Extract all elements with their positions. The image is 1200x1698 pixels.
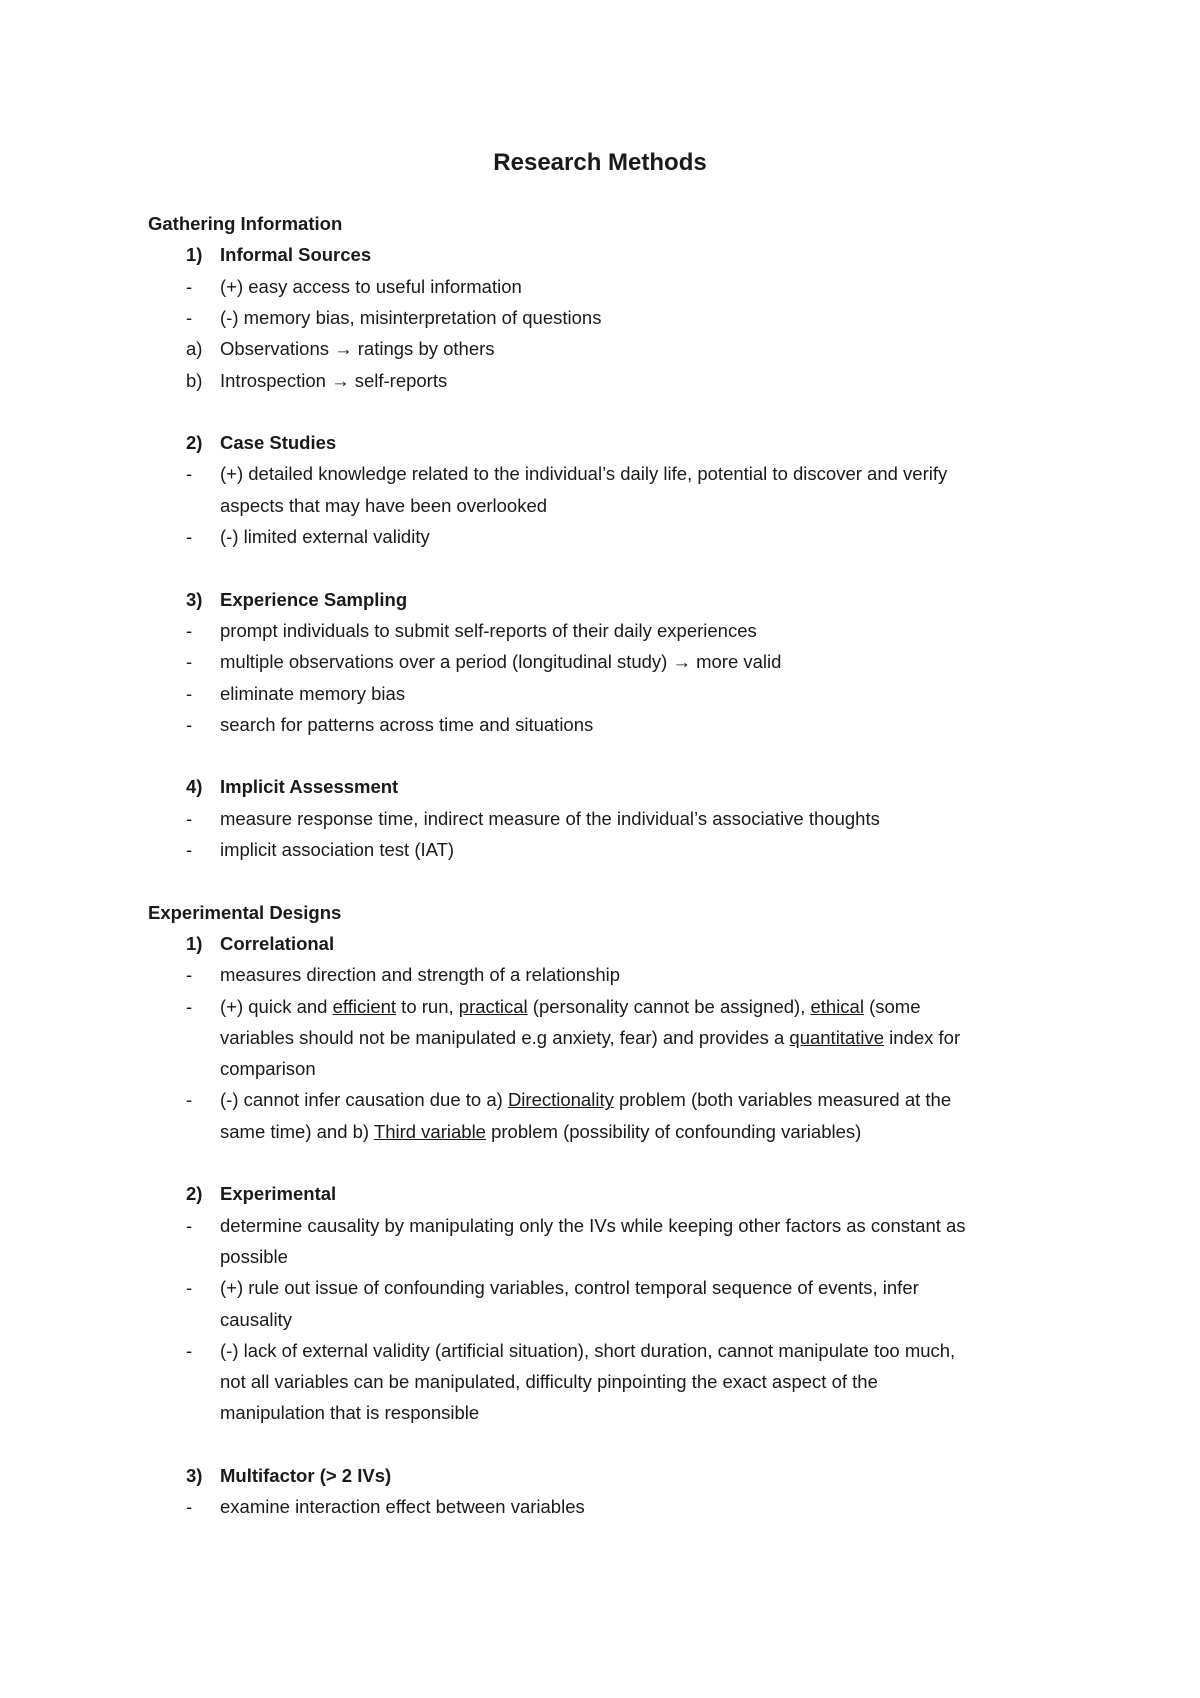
subsection-title: Correlational [220,932,335,954]
list-marker: - [186,995,193,1017]
list-marker: - [186,682,193,704]
list-item-text: (-) limited external validity [220,526,430,547]
subsection-title: Multifactor (> 2 IVs) [220,1465,392,1486]
subsection-title: Case Studies [220,432,337,454]
list-marker: - [186,839,193,860]
list-marker: - [186,1214,193,1236]
list-marker: b) [186,369,203,391]
list-item-text: eliminate memory bias [220,682,406,704]
list-item-text: multiple observations over a period (longitudinal study) → more valid [220,651,782,673]
list-item-text: comparison [220,1058,316,1080]
list-item-text: search for patterns across time and situations [220,713,594,735]
list-item-text: examine interaction effect between variables [220,1496,585,1518]
list-marker: - [186,275,193,297]
subsection-title: Informal Sources [220,244,372,266]
section-heading: Experimental Designs [148,901,342,923]
subsection-title: Experience Sampling [220,588,408,610]
list-item-text: (+) rule out issue of confounding variables, control temporal sequence of events, infer [220,1277,919,1299]
list-marker: - [186,306,193,328]
list-marker: - [186,619,193,641]
list-item-text: (+) quick and efficient to run, practical (personality cannot be assigned), ethical (some [220,995,921,1017]
section-heading: Gathering Information [148,213,343,234]
subsection-number: 4) [186,776,203,798]
list-item-text: not all variables can be manipulated, difficulty pinpointing the exact aspect of the [220,1371,878,1393]
list-item-text: (+) detailed knowledge related to the individual’s daily life, potential to discover and verify [220,463,948,485]
list-item-text: same time) and b) Third variable problem (possibility of confounding variables) [220,1120,862,1142]
list-marker: - [186,463,193,485]
list-item-text: Observations → ratings by others [220,338,495,360]
list-item-text: determine causality by manipulating only the IVs while keeping other factors as constant as [220,1214,966,1236]
page-title: Research Methods [493,149,707,176]
subsection-number: 3) [186,1465,203,1486]
list-marker: - [186,1496,193,1518]
subsection-number: 1) [186,932,203,954]
list-item-text: measure response time, indirect measure of the individual’s associative thoughts [220,807,880,829]
list-item-text: manipulation that is responsible [220,1402,480,1424]
list-item-text: possible [220,1245,288,1267]
list-marker: - [186,807,193,829]
list-item-text: implicit association test (IAT) [220,839,455,860]
subsection-number: 2) [186,432,203,454]
list-marker: - [186,526,193,547]
subsection-number: 3) [186,588,203,610]
list-item-text: (-) cannot infer causation due to a) Directionality problem (both variables measured at the [220,1089,952,1111]
subsection-title: Implicit Assessment [220,776,399,798]
list-marker: - [186,964,193,986]
list-marker: - [186,1277,193,1299]
list-marker: - [186,713,193,735]
list-marker: - [186,1089,193,1111]
list-item-text: prompt individuals to submit self-reports of their daily experiences [220,619,757,641]
list-item-text: variables should not be manipulated e.g anxiety, fear) and provides a quantitative index for [220,1026,961,1048]
list-item-text: causality [220,1308,292,1330]
list-item-text: (+) easy access to useful information [220,275,522,297]
subsection-number: 2) [186,1183,203,1205]
list-item-text: measures direction and strength of a relationship [220,964,621,986]
subsection-number: 1) [186,244,203,266]
list-item-text: Introspection → self-reports [220,369,448,391]
list-item-text: (-) memory bias, misinterpretation of questions [220,306,602,328]
list-item-text: (-) lack of external validity (artificial situation), short duration, cannot manipulate too much, [220,1339,956,1361]
list-marker: - [186,1339,193,1361]
subsection-title: Experimental [220,1183,337,1205]
list-item-text: aspects that may have been overlooked [220,494,548,516]
list-marker: a) [186,338,203,360]
list-marker: - [186,651,193,673]
